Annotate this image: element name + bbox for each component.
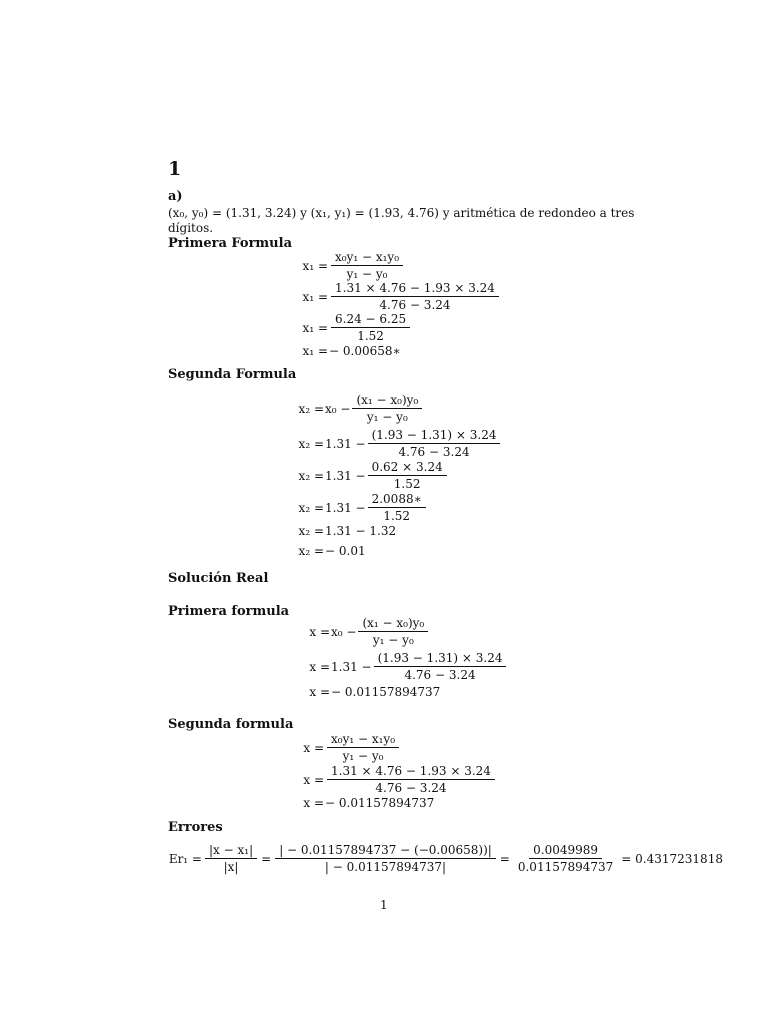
numerator: (1.93 − 1.31) × 3.24 — [368, 428, 501, 444]
segunda-row-6 — [292, 544, 366, 558]
real2-fraction-1 — [327, 732, 399, 763]
numerator: (1.93 − 1.31) × 3.24 — [374, 651, 507, 667]
primera-row-2 — [296, 281, 501, 312]
real1-lhs: x = — [309, 624, 330, 639]
numerator: 6.24 − 6.25 — [331, 312, 410, 328]
denominator: y₁ − y₀ — [342, 749, 384, 763]
segunda-term: 1.31 − — [325, 436, 366, 451]
real1-row-2 — [296, 651, 508, 682]
segunda-row-2 — [292, 428, 502, 459]
segunda-term: 1.31 − — [325, 468, 366, 483]
section-number: 1 — [168, 158, 182, 180]
denominator: 1.52 — [357, 329, 384, 343]
real2-result: − 0.01157894737 — [325, 796, 435, 810]
segunda-row-4 — [292, 492, 428, 523]
real2-row-1 — [296, 732, 401, 763]
equals-sign: = — [261, 851, 272, 866]
denominator: |x| — [223, 860, 239, 874]
primera-lhs: x₁ = — [302, 344, 328, 358]
heading-solucion-real: Solución Real — [168, 571, 269, 586]
segunda-value: 1.31 − 1.32 — [325, 524, 397, 538]
intro-line-1: (x₀, y₀) = (1.31, 3.24) y (x₁, y₁) = (1.93, 4.76) y aritmética de redondeo a tres — [168, 206, 635, 220]
real2-row-3 — [296, 796, 434, 810]
errores-lhs: Er₁ = — [168, 851, 202, 866]
real1-row-3 — [296, 685, 440, 699]
numerator: 1.31 × 4.76 − 1.93 × 3.24 — [331, 281, 499, 297]
segunda-lhs: x₂ = — [298, 544, 324, 558]
real1-result: − 0.01157894737 — [331, 685, 441, 699]
numerator: 1.31 × 4.76 − 1.93 × 3.24 — [327, 764, 495, 780]
errores-fraction-2 — [275, 843, 496, 874]
numerator: (x₁ − x₀)y₀ — [352, 393, 422, 409]
primera-row-4 — [296, 344, 401, 358]
denominator: | − 0.01157894737| — [324, 860, 447, 874]
real1-lhs: x = — [309, 659, 330, 674]
part-label: a) — [168, 189, 183, 204]
denominator: 1.52 — [383, 509, 411, 523]
denominator: y₁ − y₀ — [366, 410, 408, 424]
real2-lhs: x = — [303, 740, 324, 755]
real1-fraction-2 — [374, 651, 507, 682]
segunda-result: − 0.01 — [325, 544, 366, 558]
equals-sign: = — [499, 851, 510, 866]
segunda-lhs: x₂ = — [298, 436, 324, 451]
segunda-fraction-1 — [352, 393, 422, 424]
heading-primera-formula-real: Primera formula — [168, 604, 290, 619]
primera-fraction-2 — [331, 281, 499, 312]
primera-fraction-1 — [331, 250, 403, 281]
segunda-lhs: x₂ = — [298, 500, 324, 515]
segunda-fraction-4 — [368, 492, 426, 523]
segunda-row-5 — [292, 524, 396, 538]
segunda-lhs: x₂ = — [298, 401, 324, 416]
numerator: x₀y₁ − x₁y₀ — [327, 732, 399, 748]
numerator: 0.0049989 — [529, 843, 602, 859]
denominator: y₁ − y₀ — [346, 267, 388, 281]
segunda-term: 1.31 − — [325, 500, 366, 515]
real1-row-1 — [296, 616, 430, 647]
primera-lhs: x₁ = — [302, 320, 328, 335]
primera-row-1 — [296, 250, 405, 281]
numerator: | − 0.01157894737 − (−0.00658))| — [275, 843, 496, 859]
denominator: y₁ − y₀ — [372, 633, 414, 647]
errores-result: = 0.4317231818 — [621, 851, 723, 866]
denominator: 4.76 − 3.24 — [379, 298, 451, 312]
primera-row-3 — [296, 312, 412, 343]
denominator: 4.76 − 3.24 — [404, 668, 476, 682]
numerator: |x − x₁| — [205, 843, 257, 859]
denominator: 0.01157894737 — [517, 860, 614, 874]
numerator: 0.62 × 3.24 — [368, 460, 447, 476]
numerator: x₀y₁ − x₁y₀ — [331, 250, 403, 266]
errores-fraction-1 — [205, 843, 257, 874]
primera-result: − 0.00658∗ — [329, 344, 401, 358]
intro-line-2: dígitos. — [168, 221, 214, 235]
numerator: 2.0088∗ — [368, 492, 426, 508]
primera-fraction-3 — [331, 312, 410, 343]
numerator: (x₁ − x₀)y₀ — [358, 616, 428, 632]
denominator: 4.76 − 3.24 — [375, 781, 447, 795]
real1-fraction-1 — [358, 616, 428, 647]
denominator: 1.52 — [393, 477, 421, 491]
heading-errores: Errores — [168, 820, 223, 835]
real2-row-2 — [296, 764, 497, 795]
segunda-fraction-3 — [368, 460, 447, 491]
heading-primera-formula: Primera Formula — [168, 236, 292, 251]
segunda-term: x₀ − — [325, 401, 351, 416]
segunda-row-1 — [292, 393, 424, 424]
real2-fraction-2 — [327, 764, 495, 795]
heading-segunda-formula-real: Segunda formula — [168, 717, 294, 732]
page-number: 1 — [380, 898, 388, 912]
segunda-lhs: x₂ = — [298, 468, 324, 483]
real2-lhs: x = — [303, 772, 324, 787]
segunda-lhs: x₂ = — [298, 524, 324, 538]
real1-lhs: x = — [309, 685, 330, 699]
primera-lhs: x₁ = — [302, 289, 328, 304]
heading-segunda-formula: Segunda Formula — [168, 367, 297, 382]
real1-term: x₀ − — [331, 624, 357, 639]
segunda-row-3 — [292, 460, 449, 491]
primera-lhs: x₁ = — [302, 258, 328, 273]
real1-term: 1.31 − — [331, 659, 372, 674]
errores-row — [166, 843, 723, 874]
segunda-fraction-2 — [368, 428, 501, 459]
errores-fraction-3 — [514, 843, 617, 874]
real2-lhs: x = — [303, 796, 324, 810]
denominator: 4.76 − 3.24 — [398, 445, 470, 459]
